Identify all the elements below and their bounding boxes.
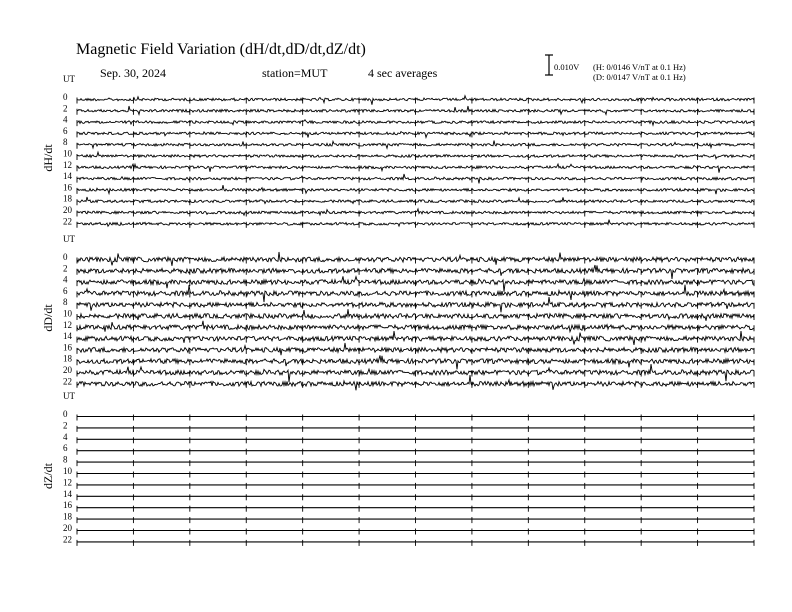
- hour-label: 12: [63, 477, 72, 488]
- hour-label: 20: [63, 205, 72, 215]
- hour-label: 0: [63, 409, 68, 419]
- hour-label: 2: [63, 420, 68, 431]
- hour-label: 6: [63, 443, 68, 454]
- hour-label: 6: [63, 285, 68, 296]
- hour-label: 20: [63, 523, 72, 533]
- hour-label: 8: [63, 297, 68, 308]
- hour-label: 22: [63, 216, 72, 227]
- hour-label: 10: [63, 466, 72, 476]
- panel-dZ-dt: [41, 391, 754, 546]
- hour-label: 6: [63, 125, 68, 136]
- hour-label: 0: [63, 92, 68, 102]
- scale-d-sensitivity: (D: 0/0147 V/nT at 0.1 Hz): [593, 72, 686, 82]
- hour-label: 18: [63, 353, 72, 364]
- hour-label: 22: [63, 534, 72, 545]
- y-axis-label: dZ/dt: [41, 463, 55, 489]
- hour-label: 16: [63, 342, 72, 353]
- hour-label: 0: [63, 252, 68, 262]
- chart-title: Magnetic Field Variation (dH/dt,dD/dt,dZ/dt): [76, 41, 366, 58]
- panels-container: [41, 74, 754, 546]
- scale-h-sensitivity: (H: 0/0146 V/nT at 0.1 Hz): [593, 62, 686, 72]
- hour-label: 12: [63, 159, 72, 170]
- hour-label: 18: [63, 193, 72, 204]
- hour-label: 2: [63, 103, 68, 114]
- hour-label: 14: [63, 171, 72, 182]
- hour-label: 4: [63, 114, 68, 125]
- hour-label: 4: [63, 431, 68, 442]
- ut-label: UT: [63, 391, 75, 401]
- hour-label: 14: [63, 488, 72, 499]
- hour-label: 8: [63, 454, 68, 465]
- hour-label: 16: [63, 182, 72, 193]
- hour-label: 12: [63, 319, 72, 330]
- station-label: station=MUT: [262, 66, 328, 80]
- hour-label: 14: [63, 331, 72, 342]
- hour-label: 20: [63, 365, 72, 375]
- ut-label: UT: [63, 234, 75, 244]
- date-label: Sep. 30, 2024: [100, 66, 166, 80]
- hour-label: 2: [63, 263, 68, 274]
- hour-label: 16: [63, 500, 72, 511]
- hour-label: 4: [63, 274, 68, 285]
- averaging-label: 4 sec averages: [368, 66, 438, 80]
- hour-label: 10: [63, 148, 72, 159]
- hour-label: 18: [63, 511, 72, 522]
- hour-label: 10: [63, 308, 72, 319]
- y-axis-label: dH/dt: [41, 144, 55, 172]
- hour-label: 8: [63, 137, 68, 148]
- panel-dH-dt: [41, 74, 754, 228]
- scale-value-label: 0.010V: [554, 62, 580, 72]
- y-axis-label: dD/dt: [41, 304, 55, 332]
- ut-label: UT: [63, 74, 75, 84]
- panel-dD-dt: [41, 234, 754, 390]
- hour-label: 22: [63, 376, 72, 387]
- scale-bar: [545, 55, 686, 82]
